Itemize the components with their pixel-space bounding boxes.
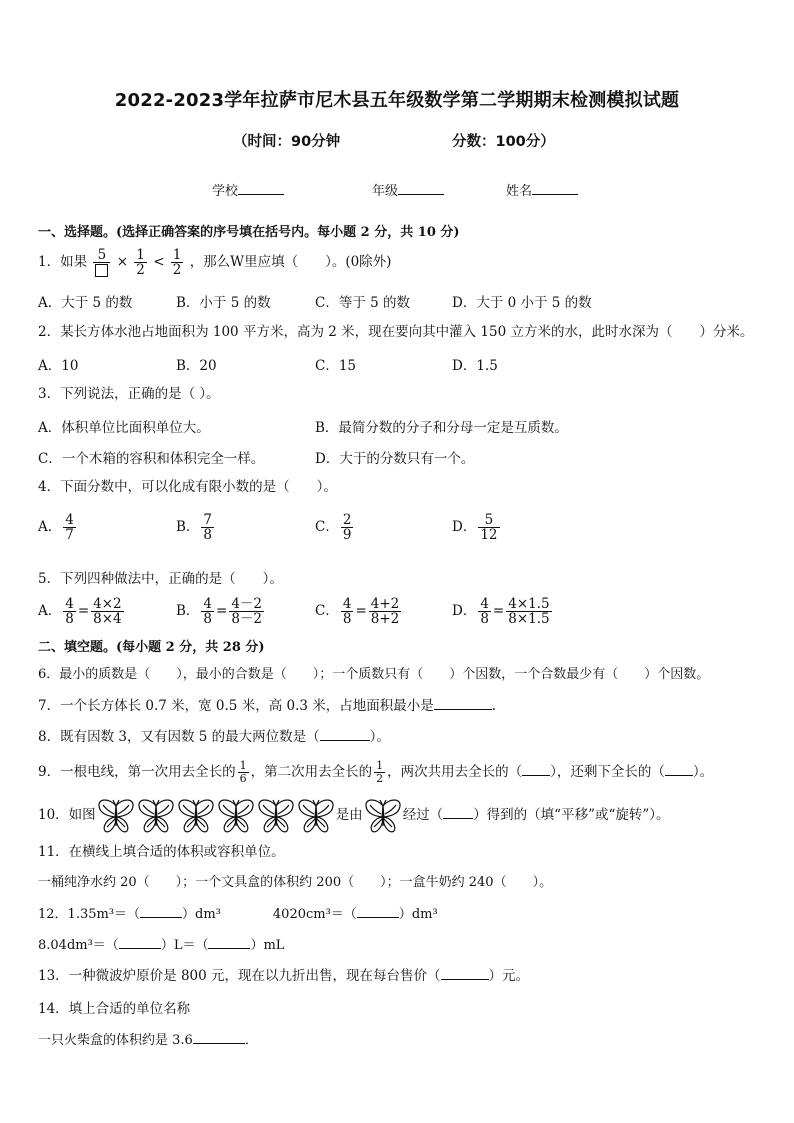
section-2-heading: 二、填空题。(每小题 2 分，共 28 分): [38, 640, 265, 655]
question-3: 3．下列说法，正确的是（ ）。: [38, 386, 220, 402]
school-blank: [238, 182, 284, 195]
question-6: 6．最小的质数是（ ），最小的合数是（ ）；一个质数只有（ ）个因数，一个合数最少有（ ）个因数。: [38, 667, 710, 682]
butterfly-icon: [296, 796, 336, 836]
q5-option-a: A． $\frac{4}{8}$ = $\frac{4\times 2}{8\times 4}$: [38, 596, 122, 628]
answer-blank: [441, 967, 489, 980]
question-10: 10．如图 是由 经过（ ）得到的（填“平移”或“旋转”）。: [38, 794, 670, 836]
answer-blank: [119, 936, 161, 949]
question-14-line: 一只火柴盒的体积约是 3.6 ．: [38, 1033, 258, 1048]
q3-option-b: B．最简分数的分子和分母一定是互质数。: [315, 420, 568, 436]
q1-option-a: A．大于 5 的数: [38, 295, 133, 311]
school-field: 学校: [212, 180, 284, 199]
question-9: 9．一根电线，第一次用去全长的 $\frac{1}{6}$ ，第二次用去全长的 $\frac{1}{2}$ ，两次共用去全长的（ ），还剩下全长的（ ）。: [38, 759, 714, 785]
question-1: 1．如果 5 × $\frac{1}{2}$ < $\frac{1}{2}$ ，那么W里应填（ ）。(0除外): [38, 246, 392, 278]
grade-field: 年级: [372, 180, 444, 199]
q4-fraction-b: $\frac{7}{8}$: [203, 512, 213, 544]
time-label: （时间：90分钟: [233, 134, 341, 150]
q1-fraction-1: 5: [93, 248, 110, 277]
question-7: 7．一个长方体长 0.7 米，宽 0.5 米，高 0.3 米，占地面积最小是 ．: [38, 698, 506, 714]
page-title: 2022-2023学年拉萨市尼木县五年级数学第二学期期末检测模拟试题: [114, 90, 680, 111]
grade-blank: [398, 182, 444, 195]
q5-option-c: C． $\frac{4}{8}$ = $\frac{4+2}{8+2}$: [315, 596, 400, 628]
answer-blank: [357, 905, 399, 918]
q2-option-a: A．10: [38, 358, 79, 374]
q4-option-c: C． $\frac{2}{9}$: [315, 512, 352, 544]
question-12-line-1: 12．1.35m³＝（ ）dm³ 4020cm³＝（ ）dm³: [38, 907, 438, 922]
name-blank: [532, 182, 578, 195]
q1-option-c: C．等于 5 的数: [315, 295, 411, 311]
question-4: 4．下面分数中，可以化成有限小数的是（ ）。: [38, 479, 337, 495]
answer-blank: [193, 1031, 245, 1044]
q2-option-c: C．15: [315, 358, 357, 374]
q5-option-d: D． $\frac{4}{8}$ = $\frac{4\times 1.5}{8\times 1.5}$: [452, 596, 550, 628]
question-11-line: 一桶纯净水约 20（ ）；一个文具盒的体积约 200（ ）；一盒牛奶约 240（ ）。: [38, 875, 553, 890]
q1-fraction-2: $\frac{1}{2}$: [136, 246, 145, 278]
answer-blank: [665, 763, 693, 776]
answer-blank: [208, 936, 250, 949]
butterfly-icon: [363, 796, 403, 836]
question-5: 5．下列四种做法中，正确的是（ ）。: [38, 571, 283, 587]
q2-option-d: D．1.5: [452, 358, 498, 374]
q4-fraction-c: $\frac{2}{9}$: [342, 512, 352, 544]
q3-option-c: C．一个木箱的容积和体积完全一样。: [38, 451, 265, 467]
section-1-heading: 一、选择题。(选择正确答案的序号填在括号内。每小题 2 分，共 10 分): [38, 225, 460, 240]
q4-option-d: D． $\frac{5}{12}$: [452, 512, 498, 544]
question-8: 8．既有因数 3，又有因数 5 的最大两位数是（ ）。: [38, 729, 390, 745]
question-14: 14．填上合适的单位名称: [38, 1001, 191, 1017]
butterfly-icon: [96, 796, 136, 836]
q4-fraction-d: $\frac{5}{12}$: [480, 512, 498, 544]
score-label: 分数：100分）: [452, 134, 555, 150]
q1-option-d: D．大于 0 小于 5 的数: [452, 295, 592, 311]
blank-box: [95, 264, 108, 277]
answer-blank: [434, 697, 492, 710]
answer-blank: [140, 905, 182, 918]
q2-option-b: B．20: [176, 358, 217, 374]
question-11: 11．在横线上填合适的体积或容积单位。: [38, 844, 285, 860]
butterfly-icon: [216, 796, 256, 836]
answer-blank: [522, 763, 550, 776]
q4-fraction-a: $\frac{4}{7}$: [65, 512, 74, 544]
q4-option-a: A． $\frac{4}{7}$: [38, 512, 74, 544]
butterfly-icon: [176, 796, 216, 836]
answer-blank: [443, 806, 473, 819]
question-12-line-2: 8.04dm³＝（ ）L＝（ ）mL: [38, 938, 285, 953]
butterfly-icon: [136, 796, 176, 836]
answer-blank: [320, 728, 370, 741]
butterfly-row: [96, 807, 336, 823]
q1-option-b: B．小于 5 的数: [176, 295, 271, 311]
question-2: 2．某长方体水池占地面积为 100 平方米，高为 2 米，现在要向其中灌入 150 立方米的水，此时水深为（ ）分米。: [38, 324, 754, 340]
q4-option-b: B． $\frac{7}{8}$: [176, 512, 213, 544]
butterfly-single: [363, 807, 403, 823]
question-13: 13．一种微波炉原价是 800 元，现在以九折出售，现在每台售价（ ）元。: [38, 968, 530, 984]
q1-fraction-3: $\frac{1}{2}$: [172, 246, 182, 278]
q3-option-a: A．体积单位比面积单位大。: [38, 420, 210, 436]
name-field: 姓名: [506, 180, 578, 199]
q5-option-b: B． $\frac{4}{8}$ = $\frac{4-2}{8-2}$: [176, 596, 263, 628]
butterfly-icon: [256, 796, 296, 836]
q3-option-d: D．大于的分数只有一个。: [315, 451, 475, 467]
